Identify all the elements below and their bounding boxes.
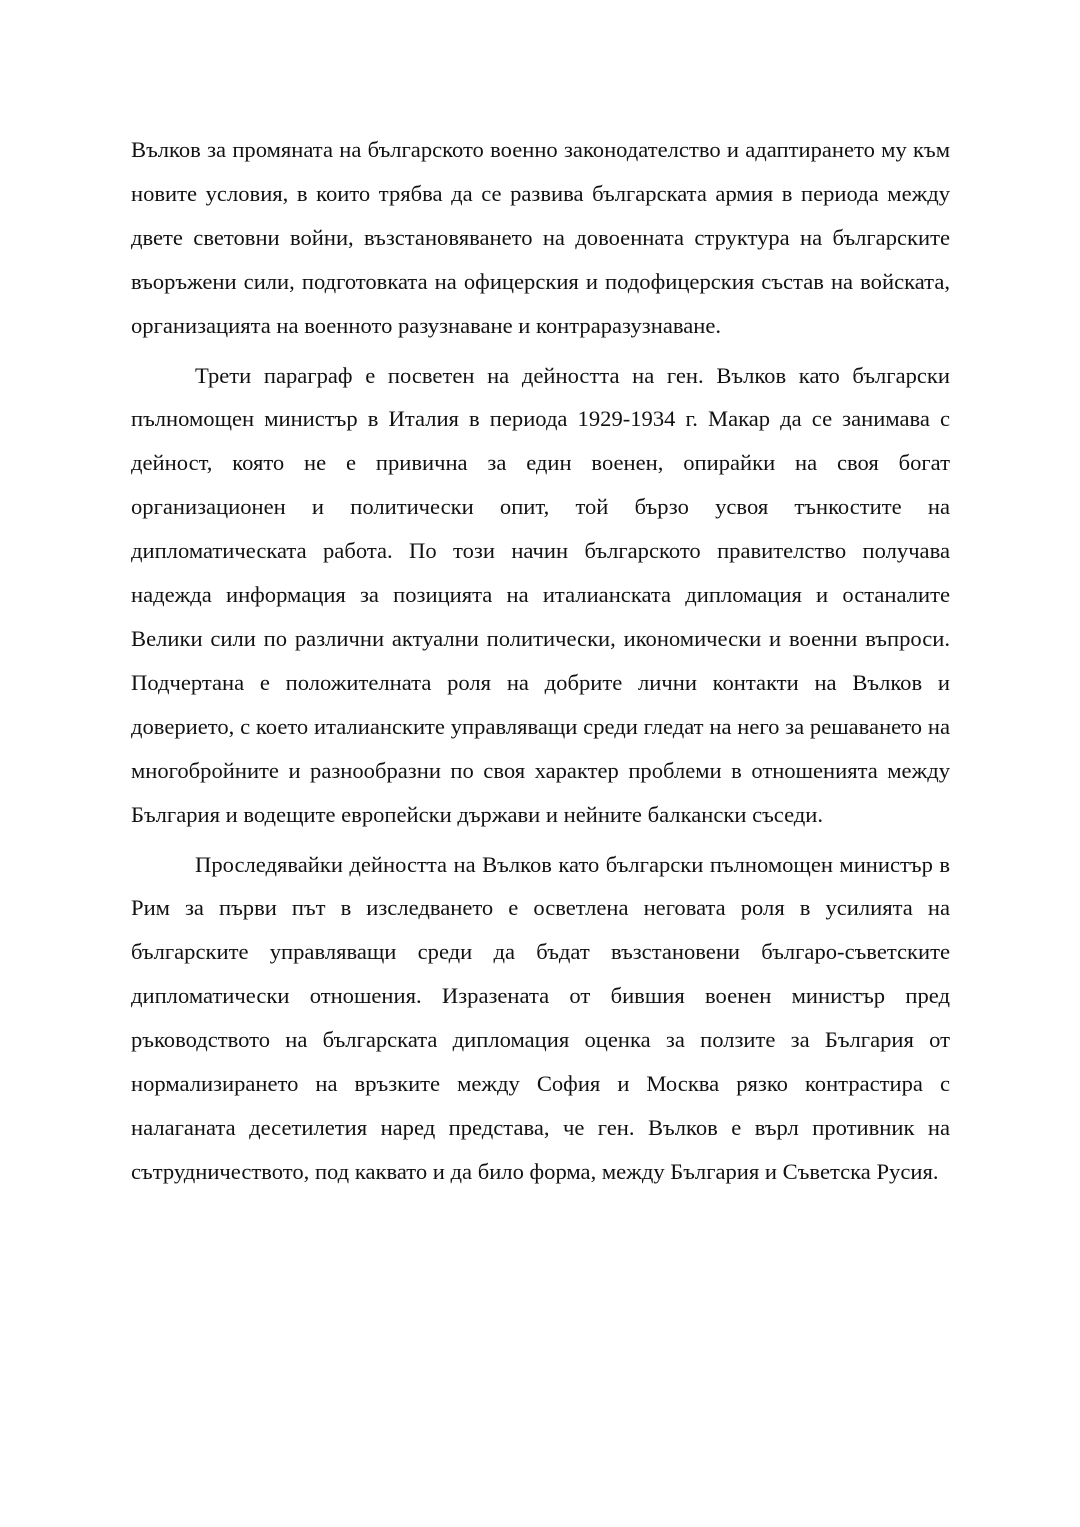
body-text bbox=[131, 128, 950, 1200]
paragraph-3: Проследявайки дейността на Вълков като български пълномощен министър в Рим за първи път в изследването е осветлена неговата роля в усилията на българските управляващи среди да бъдат възстановени българо-съветските дипломатически отношения. Изразената от бившия военен министър пред ръководството на българската дипломация оценка за ползите за България от нормализирането на връзките между София и Москва рязко контрастира с налаганата десетилетия наред представа, че ген. Вълков е върл противник на сътрудничеството, под каквато и да било форма, между България и Съветска Русия. bbox=[131, 851, 950, 1184]
paragraph-1: Вълков за промяната на българското военно законодателство и адаптирането му към новите условия, в които трябва да се развива българската армия в периода между двете световни войни, възстановяването на довоенната структура на българските въоръжени сили, подготовката на офицерския и подофицерския състав на войската, организацията на военното разузнаване и контраразузнаване. bbox=[131, 137, 950, 338]
paragraph-2: Трети параграф е посветен на дейността на ген. Вълков като български пълномощен министър в Италия в периода 1929-1934 г. Макар да се занимава с дейност, която не е привична за един военен, опирайки на своя богат организационен и политически опит, той бързо усвоя тънкостите на дипломатическата работа. По този начин българското правителство получава надежда информация за позицията на италианската дипломация и останалите Велики сили по различни актуални политически, икономически и военни въпроси. Подчертана е положителната роля на добрите лични контакти на Вълков и доверието, с което италианските управляващи среди гледат на него за решаването на многобройните и разнообразни по своя характер проблеми в отношенията между България и водещите европейски държави и нейните балкански съседи. bbox=[131, 362, 950, 827]
